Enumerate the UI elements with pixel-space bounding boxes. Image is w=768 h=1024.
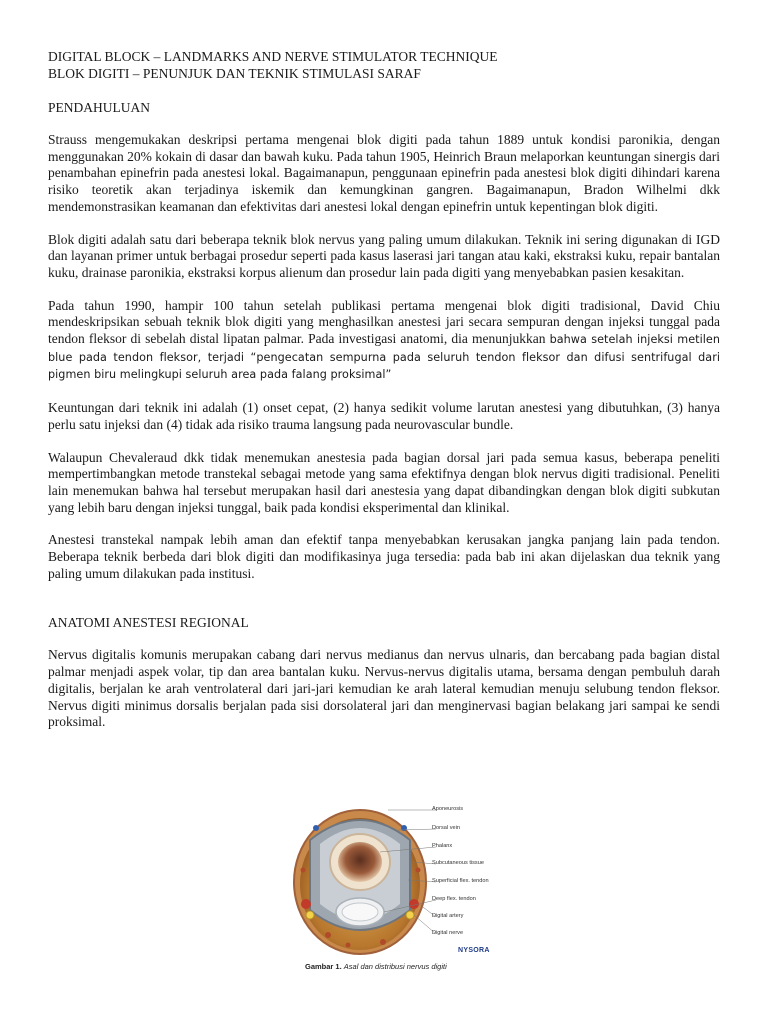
paragraph-anatomi: Nervus digitalis komunis merupakan cabang dari nervus medianus dan nervus ulnaris, dan bercabang pada bagian distal palmar menjadi aspek volar, tip dan area bantalan kuku. Nervus-nervus digitalis utama, bersama dengan pembuluh darah digitalis, berjalan ke arah ventrolateral dari jari-jari kemudian ke arah lateral kemudian menuju selubung tendon fleksor. Nervus digiti minimus dorsalis berjalan pada sisi dorsolateral jari dan menginervasi bagian belakang jari sampai ke sendi proksimal. bbox=[48, 647, 720, 730]
paragraph-2: Blok digiti adalah satu dari beberapa teknik blok nervus yang paling umum dilakukan. Teknik ini sering digunakan di IGD dan layanan primer untuk berbagai prosedur seperti pada kasus laserasi jari tangan atau kaki, ekstraksi kuku, repair bantalan kuku, drainase paronikia, ekstraksi korpus alienum dan prosedur lain pada digiti yang menyebabkan pasien kesakitan. bbox=[48, 231, 720, 280]
paragraph-6: Anestesi transtekal nampak lebih aman dan efektif tanpa menyebabkan kerusakan jangka panjang lain pada tendon. Beberapa teknik berbeda dari blok digiti dan modifikasinya juga tersedia: pada bab ini akan dijelaskan dua teknik yang paling umum dilakukan pada institusi. bbox=[48, 532, 720, 581]
section-heading-pendahuluan: PENDAHULUAN bbox=[48, 100, 150, 115]
paragraph-5: Walaupun Chevaleraud dkk tidak menemukan anestesia pada bagian dorsal jari pada semua kasus, beberapa peneliti mempertimbangkan metode transtekal sebagai metode yang sama efektifnya dengan blok nervus digiti tradisional. Peneliti lain menemukan bahwa hal tersebut merupakan hasil dari anestesia yang dapat dibandingkan dengan blok digiti subkutan yang lebih baru dengan injeksi tunggal, baik pada kondisi eksperimental dan klinikal. bbox=[48, 449, 720, 515]
figure-caption-number: Gambar 1. bbox=[305, 962, 342, 971]
paragraph-3 bbox=[48, 298, 720, 385]
finger-cross-section-figure bbox=[288, 800, 498, 980]
paragraph-4: Keuntungan dari teknik ini adalah (1) onset cepat, (2) hanya sedikit volume larutan anestesi yang dibutuhkan, (3) hanya perlu satu injeksi dan (4) tidak ada risiko trauma langsung pada neurovascular bundle. bbox=[48, 400, 720, 432]
document-title-en: DIGITAL BLOCK – LANDMARKS AND NERVE STIMULATOR TECHNIQUE bbox=[48, 49, 498, 64]
label-deep-flex-tendon: Deep flex. tendon bbox=[432, 896, 476, 902]
figure-caption bbox=[305, 962, 447, 971]
document-title-id: BLOK DIGITI – PENUNJUK DAN TEKNIK STIMULASI SARAF bbox=[48, 66, 421, 81]
document-page bbox=[48, 48, 720, 731]
label-phalanx: Phalanx bbox=[432, 843, 453, 849]
label-aponeurosis: Aponeurosis bbox=[432, 806, 464, 812]
finger-cross-section-illustration bbox=[288, 800, 438, 960]
label-dorsal-vein: Dorsal vein bbox=[432, 825, 460, 831]
paragraph-1: Strauss mengemukakan deskripsi pertama mengenai blok digiti pada tahun 1889 untuk kondisi paronikia, dengan menggunakan 20% kokain di dasar dan bawah kuku. Pada tahun 1905, Heinrich Braun melaporkan keuntungan sinergis dari penambahan epinefrin pada anestesi lokal. Bagaimanapun, penggunaan epinefrin pada anestesi blok digiti dihindari karena risiko teoretik akan terjadinya iskemik dan kemungkinan gangren. Bagaimanapun, Bradon Wilhelmi dkk mendemonstrasikan keamanan dan efektivitas dari anestesi lokal dengan epinefrin untuk kepentingan blok digiti. bbox=[48, 132, 720, 214]
paragraph-3-part-b: bahwa setelah injeksi metilen blue pada tendon fleksor, terjadi “pengecatan sempurna pada seluruh tendon fleksor dan difusi sentrifugal dari pigmen biru melingkupi seluruh area pada falang proksimal” bbox=[48, 333, 721, 382]
nysora-logo: NYSORA bbox=[458, 947, 490, 954]
label-digital-artery: Digital artery bbox=[432, 913, 464, 919]
section-heading-anatomi: ANATOMI ANESTESI REGIONAL bbox=[48, 615, 249, 631]
figure-caption-text: Asal dan distribusi nervus digiti bbox=[343, 962, 447, 971]
label-superficial-flex-tendon: Superficial flex. tendon bbox=[432, 878, 489, 884]
paragraph-3-part-a: Pada tahun 1990, hampir 100 tahun setelah publikasi pertama mengenai blok digiti tradisional, David Chiu mendeskripsikan sebuah teknik blok digiti yang menghasilkan anestesi jari secara sempuran dengan injeksi tunggal pada tendon fleksor di sebelah distal lipatan palmar. Pada investigasi anatomi, dia menunjukkan bbox=[48, 297, 720, 347]
label-digital-nerve: Digital nerve bbox=[432, 930, 464, 936]
label-subcutaneous-tissue: Subcutaneous tissue bbox=[432, 860, 484, 866]
